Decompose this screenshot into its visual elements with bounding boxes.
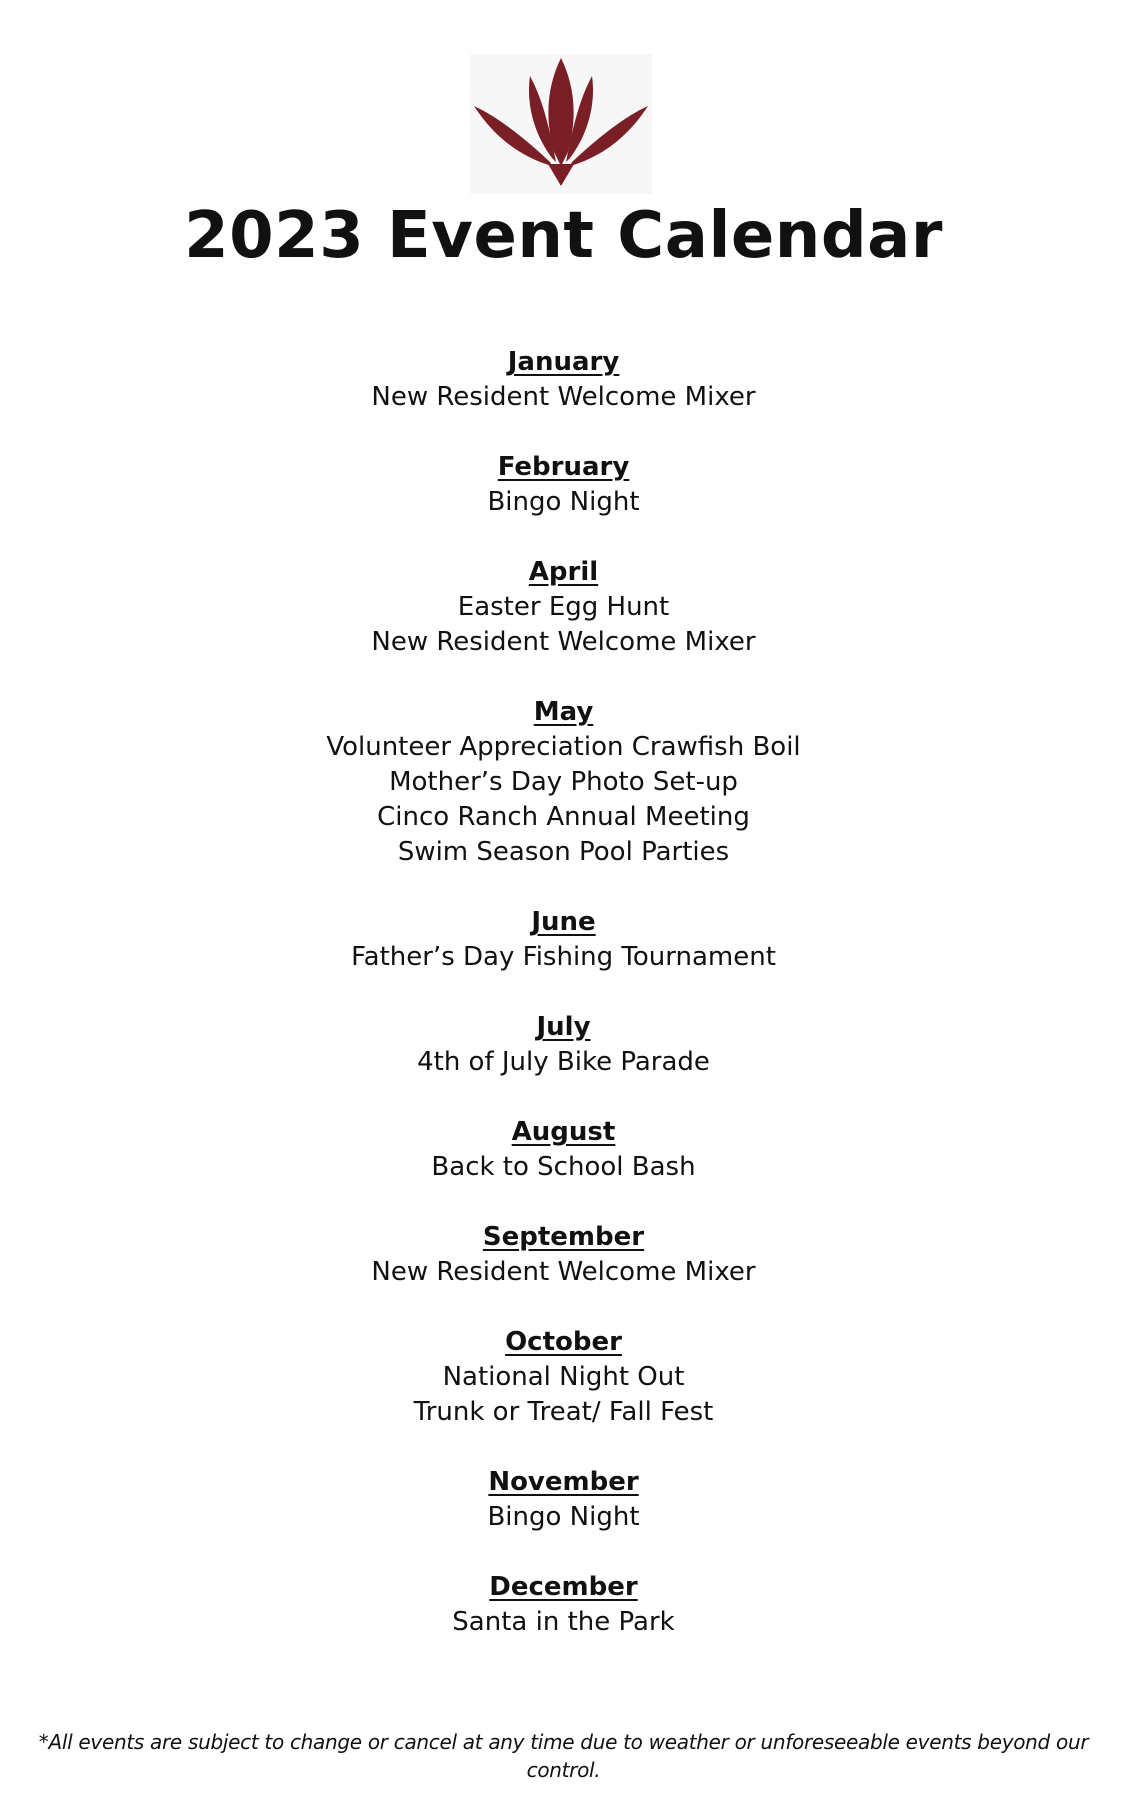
month-heading: July [536,1012,591,1042]
month-heading: February [497,452,630,482]
month-heading: November [488,1467,639,1497]
month-block-april [0,554,1127,660]
event-item: Trunk or Treat/ Fall Fest [413,1397,714,1427]
disclaimer-note: *All events are subject to change or cancel at any time due to weather or unforeseeable events beyond our control. [38,1730,1089,1782]
event-item: National Night Out [442,1362,685,1392]
event-item: New Resident Welcome Mixer [371,382,756,412]
event-item: Back to School Bash [431,1152,696,1182]
month-block-july [0,1009,1127,1080]
event-item: Volunteer Appreciation Crawfish Boil [326,732,801,762]
event-item: Santa in the Park [452,1607,675,1637]
event-item: Easter Egg Hunt [457,592,670,622]
event-item: 4th of July Bike Parade [417,1047,710,1077]
event-item: New Resident Welcome Mixer [371,627,756,657]
month-heading: October [505,1327,622,1357]
month-block-february [0,449,1127,520]
month-heading: December [489,1572,638,1602]
lotus-logo-graphic [470,54,652,194]
event-item: Mother’s Day Photo Set-up [389,767,738,797]
month-heading: June [531,907,596,937]
event-item: Swim Season Pool Parties [397,837,730,867]
month-heading: January [507,347,620,377]
month-block-november [0,1464,1127,1535]
event-item: New Resident Welcome Mixer [371,1257,756,1287]
month-heading: August [511,1117,616,1147]
event-item: Father’s Day Fishing Tournament [351,942,776,972]
month-block-september [0,1219,1127,1290]
event-item: Bingo Night [487,1502,640,1532]
month-block-may [0,694,1127,870]
month-block-october [0,1324,1127,1430]
month-heading: April [528,557,599,587]
month-block-january [0,344,1127,415]
month-heading: September [482,1222,645,1252]
event-item: Cinco Ranch Annual Meeting [377,802,750,832]
month-block-june [0,904,1127,975]
month-block-august [0,1114,1127,1185]
event-item: Bingo Night [487,487,640,517]
month-block-december [0,1569,1127,1640]
month-heading: May [533,697,594,727]
lotus-logo-icon [470,54,652,194]
month-list [0,344,1127,1674]
page-title: 2023 Event Calendar [184,199,943,273]
